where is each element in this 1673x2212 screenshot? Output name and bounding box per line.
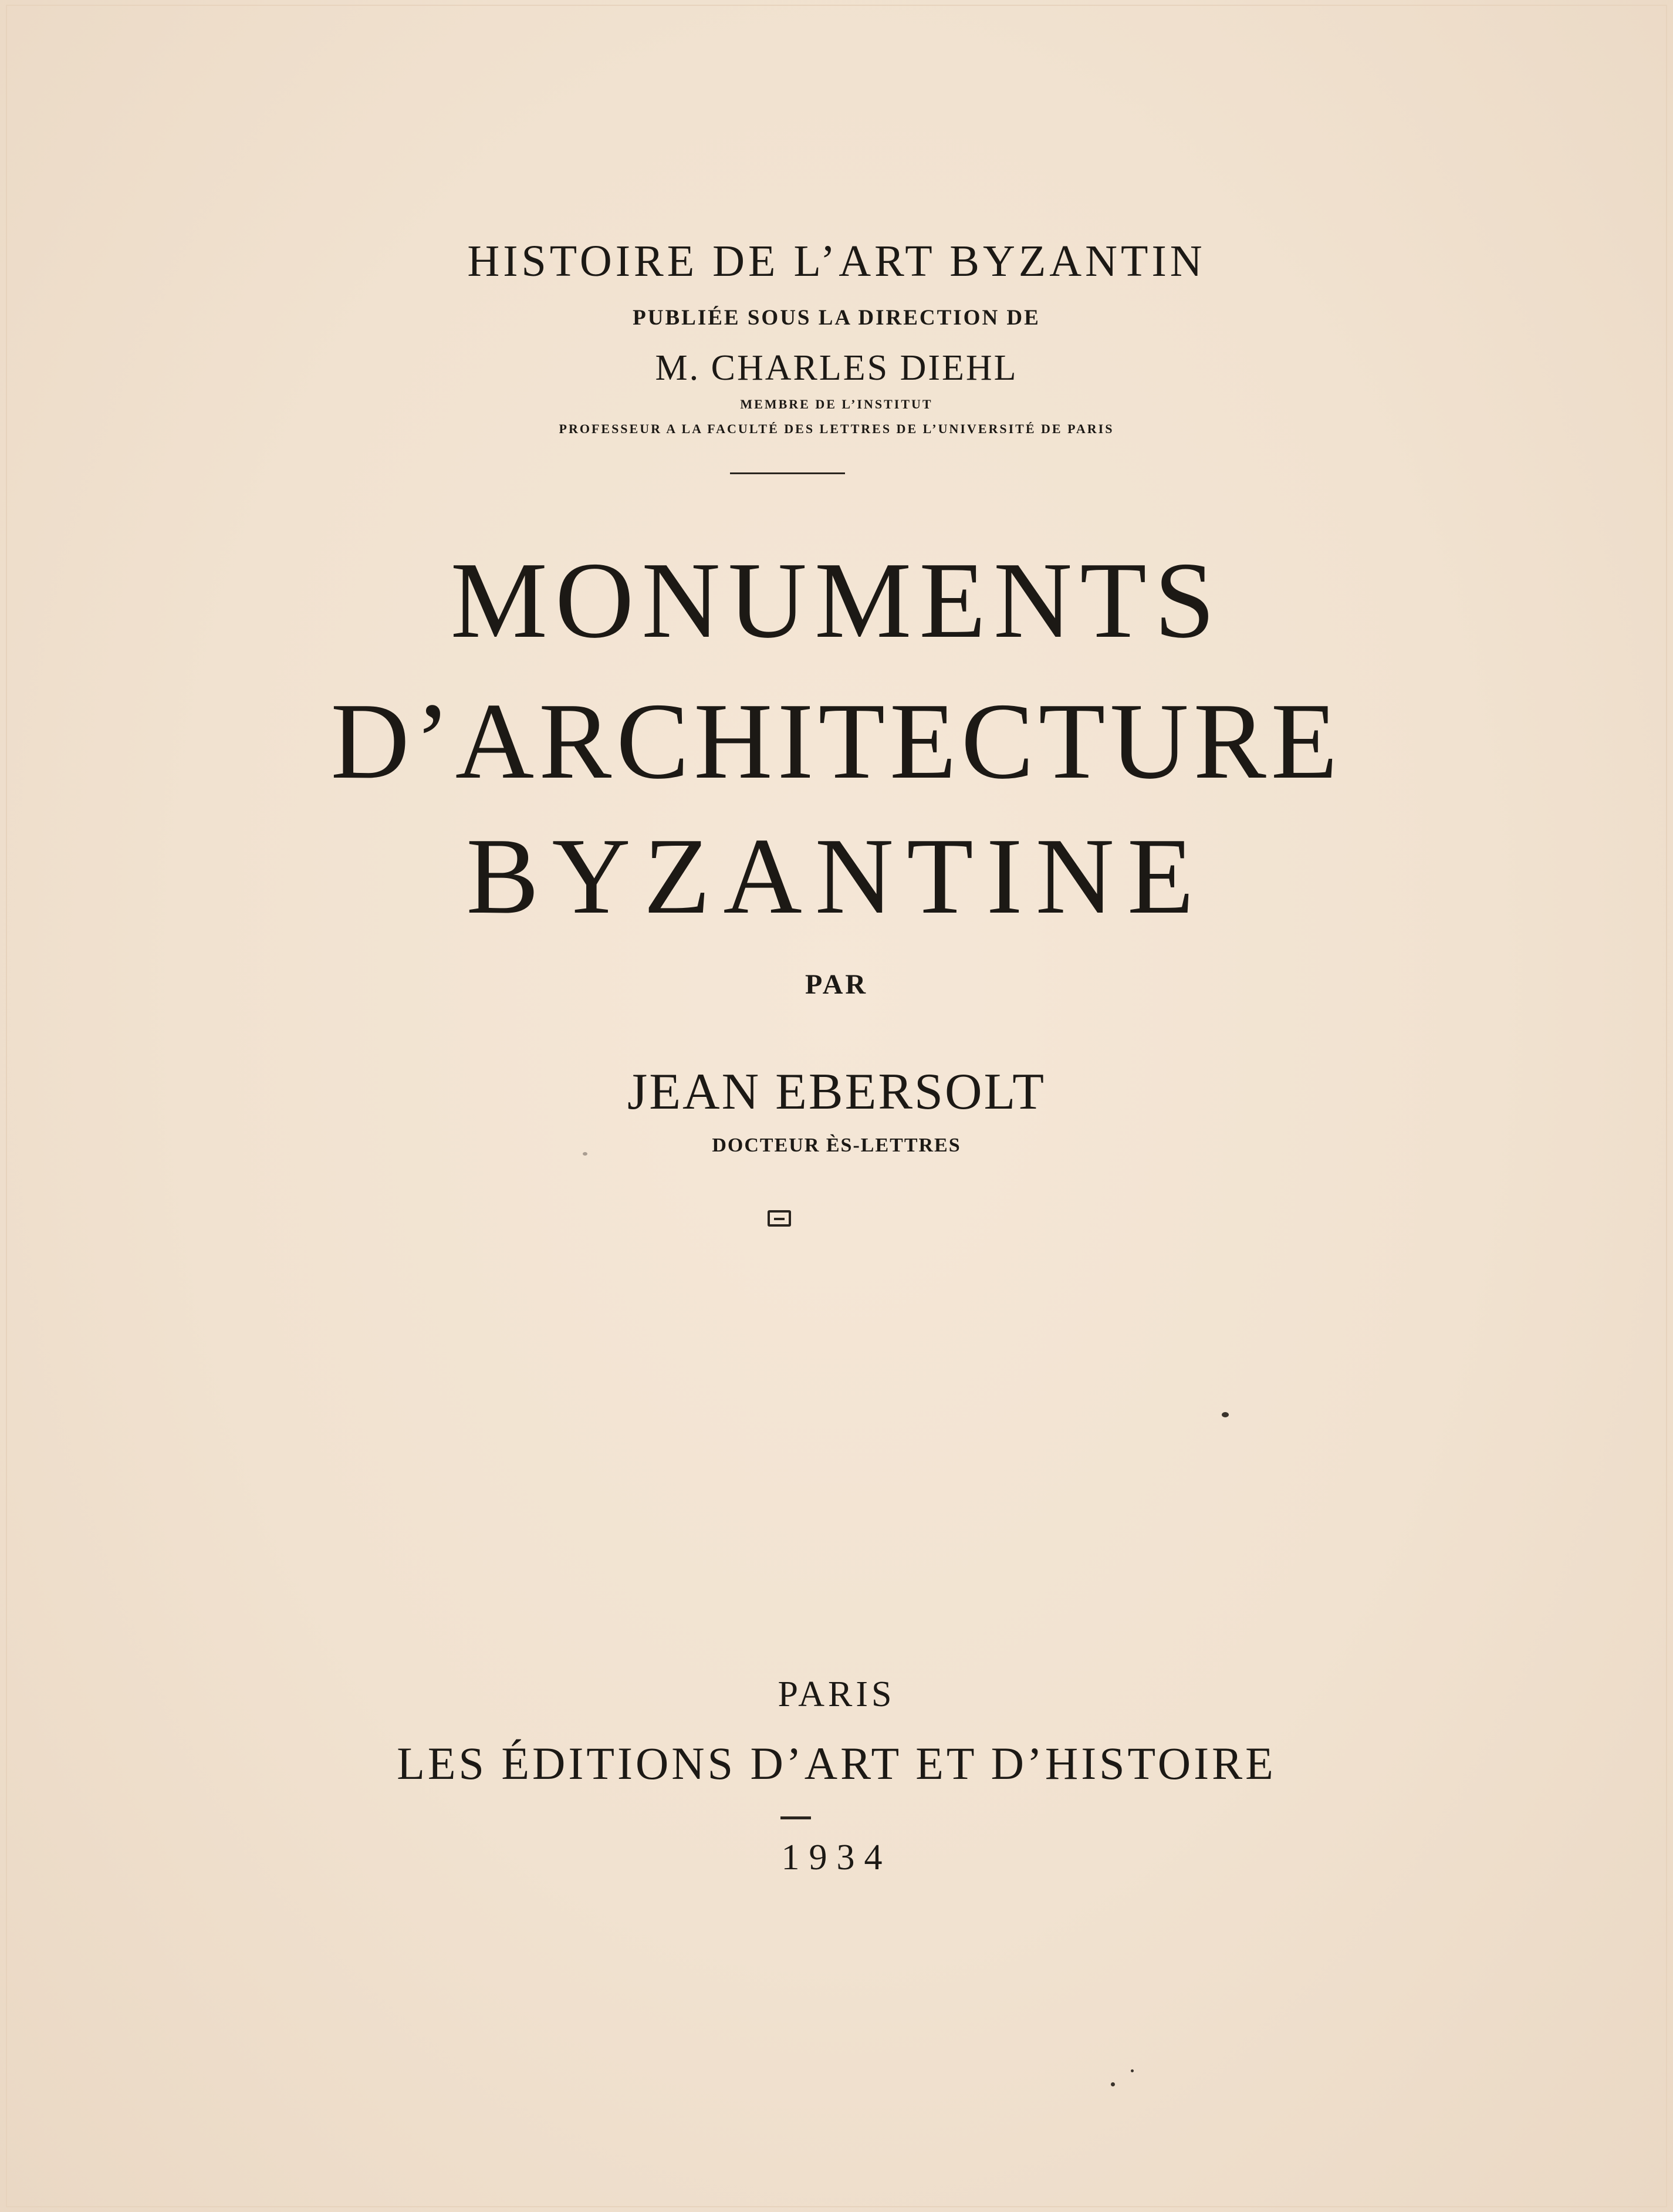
paper-speck [1131,2069,1134,2072]
publication-year: 1934 [781,1838,892,1877]
book-title-line-2: D’ARCHITECTURE [330,681,1343,802]
director-membership: MEMBRE DE L’INSTITUT [740,397,933,411]
imprint-dash [780,1816,811,1819]
paper-speck [583,1152,587,1156]
by-label: PAR [805,969,868,1000]
publisher-name: LES ÉDITIONS D’ART ET D’HISTOIRE [397,1738,1276,1789]
director-position: PROFESSEUR A LA FACULTÉ DES LETTRES DE L’UNIVERSITÉ DE PARIS [559,421,1114,436]
divider-rule [730,472,845,474]
paper-speck [1111,2082,1115,2086]
book-title-line-3: BYZANTINE [466,816,1207,937]
series-title: HISTOIRE DE L’ART BYZANTIN [467,237,1206,286]
published-by-text: PUBLIÉE SOUS LA DIRECTION DE [633,306,1040,330]
book-title-line-1: MONUMENTS [450,540,1223,661]
series-director: M. CHARLES DIEHL [655,348,1018,388]
author-degree: DOCTEUR ÈS-LETTRES [712,1134,961,1156]
author-name: JEAN EBERSOLT [627,1063,1046,1120]
paper-speck [1222,1412,1229,1417]
publication-city: PARIS [778,1674,895,1714]
ornament-icon [768,1210,791,1227]
